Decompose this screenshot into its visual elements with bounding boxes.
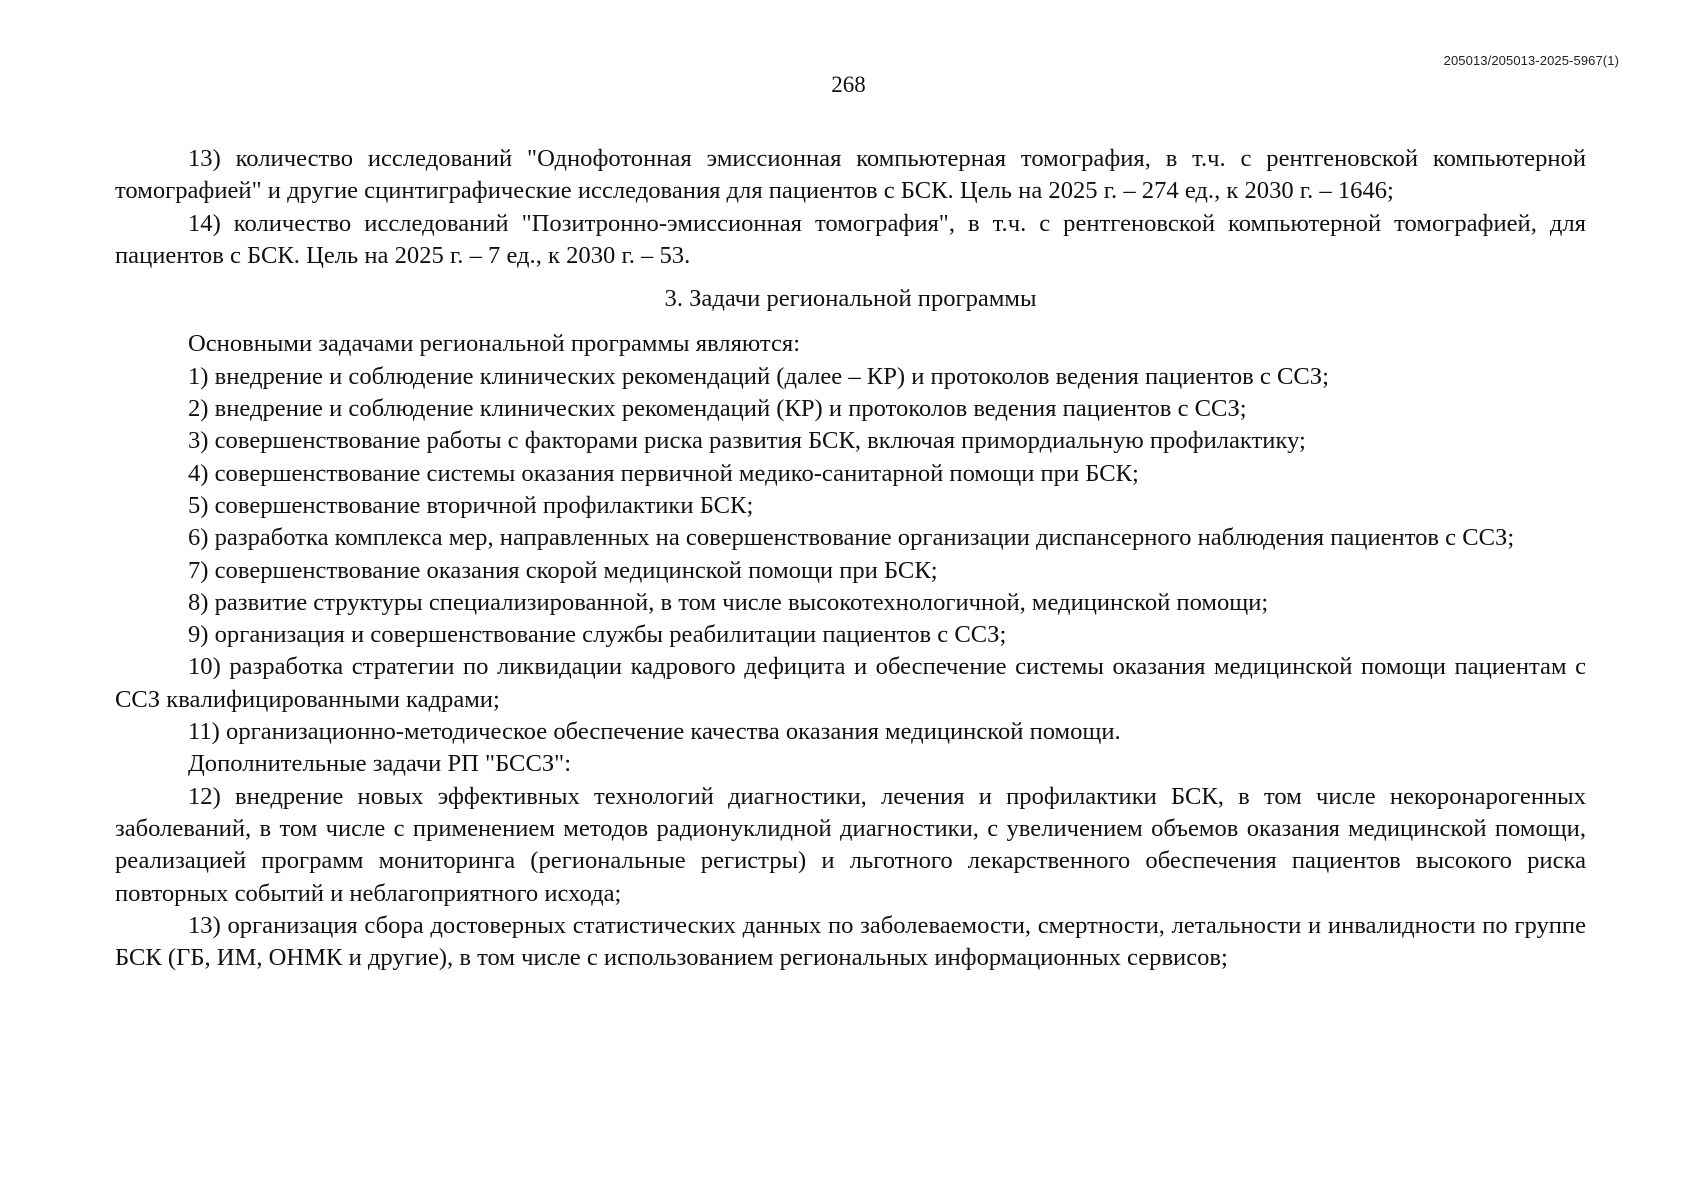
task-item-6: 6) разработка комплекса мер, направленных на совершенствование организации диспансерного наблюдения пациентов с ССЗ; [188, 524, 1515, 552]
task-item-12: 12) внедрение новых эффективных технологий диагностики, лечения и профилактики БСК, в том числе некоронарогенных заболеваний, в том числе с применением методов радионуклидной диагностики, с увеличением объемов оказания медицинской помощи, реализацией программ мониторинга (региональные регистры) и льготного лекарственного обеспечения пациентов высокого риска повторных событий и неблагоприятного исхода; [115, 782, 1586, 907]
document-id: 205013/205013-2025-5967(1) [1443, 53, 1619, 68]
task-item-10: 10) разработка стратегии по ликвидации кадрового дефицита и обеспечение системы оказания медицинской помощи пациентам с ССЗ квалифицированными кадрами; [115, 653, 1586, 713]
page-number: 268 [831, 72, 866, 97]
document-body [115, 143, 1586, 974]
task-item-1: 1) внедрение и соблюдение клинических рекомендаций (далее – КР) и протоколов ведения пациентов с ССЗ; [188, 362, 1329, 390]
task-item-2: 2) внедрение и соблюдение клинических рекомендаций (КР) и протоколов ведения пациентов с ССЗ; [188, 395, 1247, 423]
task-item-9: 9) организация и совершенствование службы реабилитации пациентов с ССЗ; [188, 621, 1007, 649]
task-item-4: 4) совершенствование системы оказания первичной медико-санитарной помощи при БСК; [188, 459, 1139, 487]
task-item-7: 7) совершенствование оказания скорой медицинской помощи при БСК; [188, 556, 938, 584]
section-heading: 3. Задачи региональной программы [664, 285, 1037, 313]
list-item-13-spect: 13) количество исследований "Однофотонная эмиссионная компьютерная томография, в т.ч. с рентгеновской компьютерной томографией" и другие сцинтиграфические исследования для пациентов с БСК. Цель на 2025 г. – 274 ед., к 2030 г. – 1646; [115, 145, 1586, 205]
task-item-8: 8) развитие структуры специализированной, в том числе высокотехнологичной, медицинской помощи; [188, 588, 1269, 616]
task-item-13: 13) организация сбора достоверных статистических данных по заболеваемости, смертности, летальности и инвалидности по группе БСК (ГБ, ИМ, ОНМК и другие), в том числе с использованием региональных информационных сервисов; [115, 911, 1586, 972]
additional-tasks-intro: Дополнительные задачи РП "БССЗ": [188, 750, 572, 778]
list-item-14-pet: 14) количество исследований "Позитронно-эмиссионная томография", в т.ч. с рентгеновской компьютерной томографией, для пациентов с БСК. Цель на 2025 г. – 7 ед., к 2030 г. – 53. [115, 209, 1586, 269]
task-item-5: 5) совершенствование вторичной профилактики БСК; [188, 491, 754, 519]
task-item-11: 11) организационно-методическое обеспечение качества оказания медицинской помощи. [188, 718, 1121, 746]
task-item-3: 3) совершенствование работы с факторами риска развития БСК, включая примордиальную профилактику; [188, 427, 1306, 455]
tasks-intro: Основными задачами региональной программы являются: [188, 330, 801, 358]
